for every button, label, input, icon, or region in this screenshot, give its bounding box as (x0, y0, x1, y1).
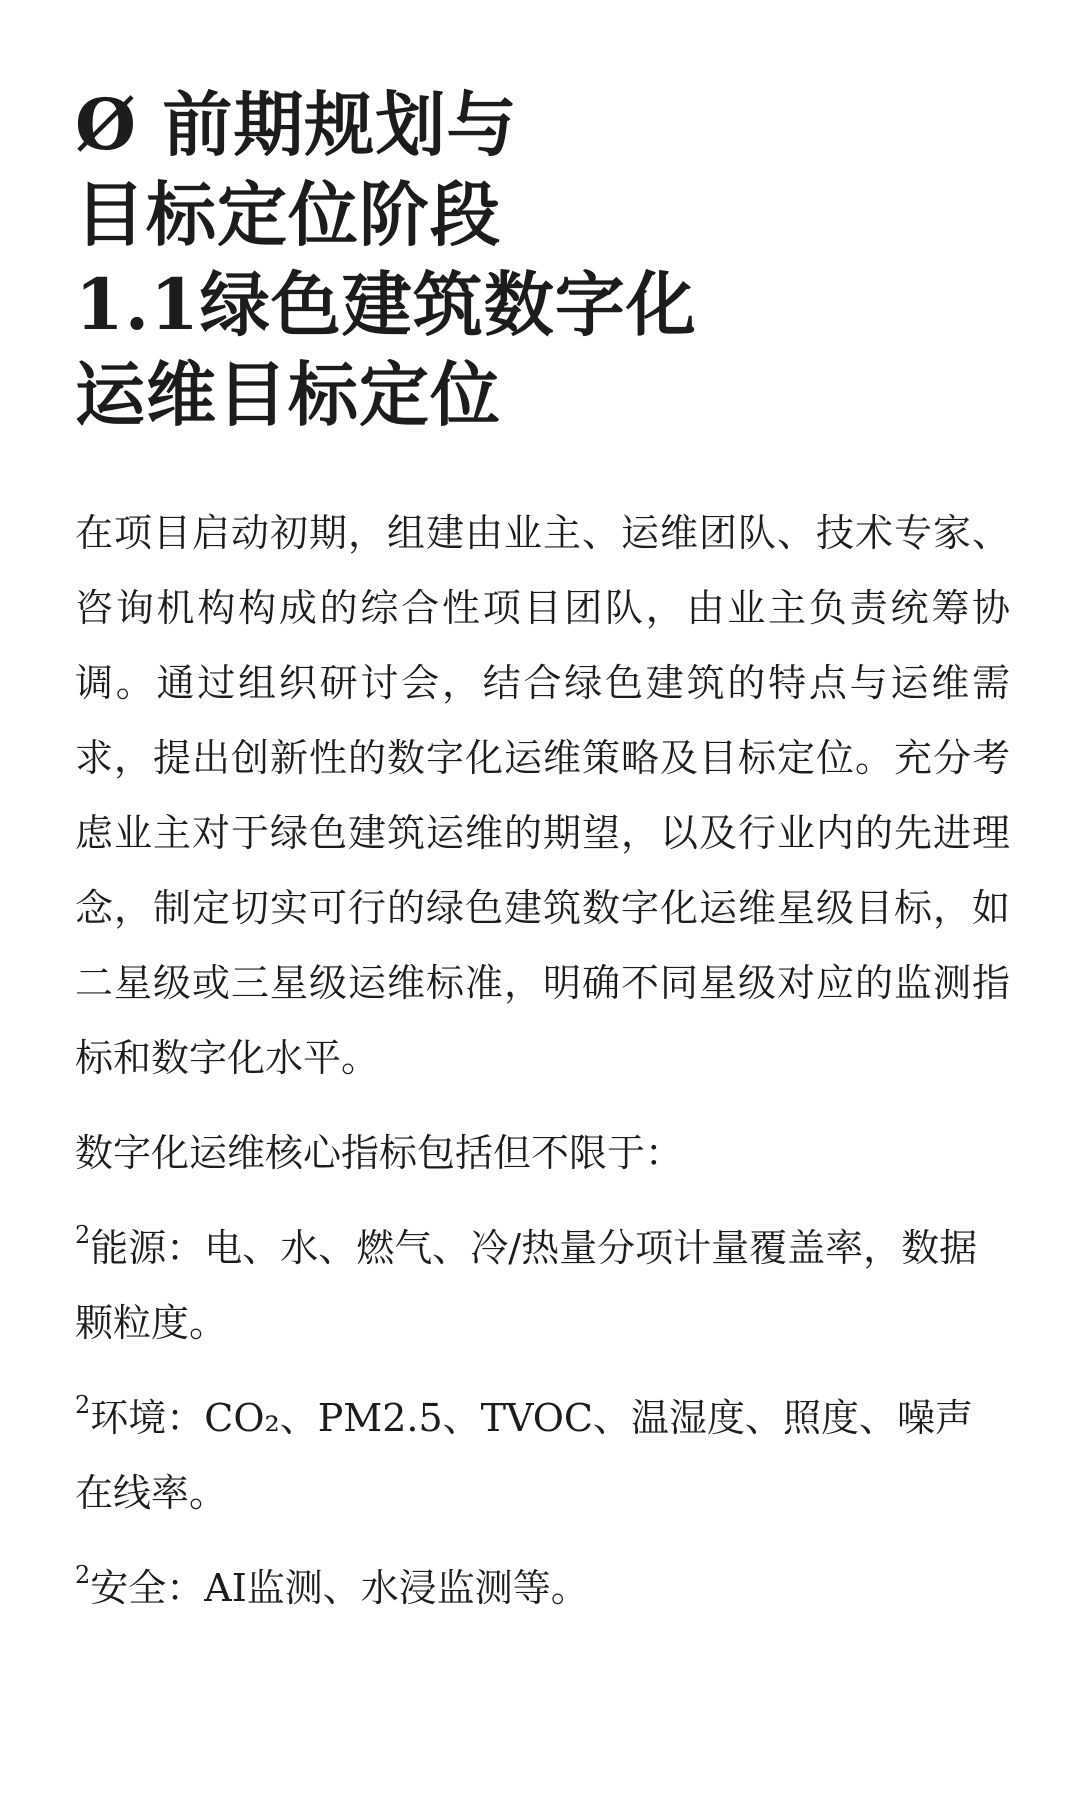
document-page (75, 80, 1010, 1626)
title-line-3: 1.1绿色建筑数字化 (75, 263, 697, 346)
list-item-text: 安全：AI监测、水浸监测等。 (90, 1566, 589, 1610)
list-item (75, 1381, 1010, 1531)
bullet-marker: 2 (75, 1391, 91, 1419)
list-item (75, 1551, 1010, 1626)
title-line-4: 运维目标定位 (75, 353, 501, 436)
list-item-text: 能源：电、水、燃气、冷/热量分项计量覆盖率，数据颗粒度。 (75, 1226, 978, 1345)
bullet-marker: 2 (75, 1561, 91, 1589)
title-line-1: Ø 前期规划与 (75, 83, 518, 166)
list-item-text: 环境：CO₂、PM2.5、TVOC、温湿度、照度、噪声在线率。 (75, 1396, 974, 1515)
list-item (75, 1211, 1010, 1361)
title-line-2: 目标定位阶段 (75, 173, 501, 256)
page-title (75, 80, 1010, 440)
indicators-intro: 数字化运维核心指标包括但不限于： (75, 1131, 684, 1175)
intro-paragraph: 在项目启动初期，组建由业主、运维团队、技术专家、咨询机构构成的综合性项目团队，由业主负责统筹协调。通过组织研讨会，结合绿色建筑的特点与运维需求，提出创新性的数字化运维策略及目标定位。充分考虑业主对于绿色建筑运维的期望，以及行业内的先进理念，制定切实可行的绿色建筑数字化运维星级目标，如二星级或三星级运维标准，明确不同星级对应的监测指标和数字化水平。 (75, 511, 1010, 1080)
bullet-marker: 2 (75, 1221, 91, 1249)
